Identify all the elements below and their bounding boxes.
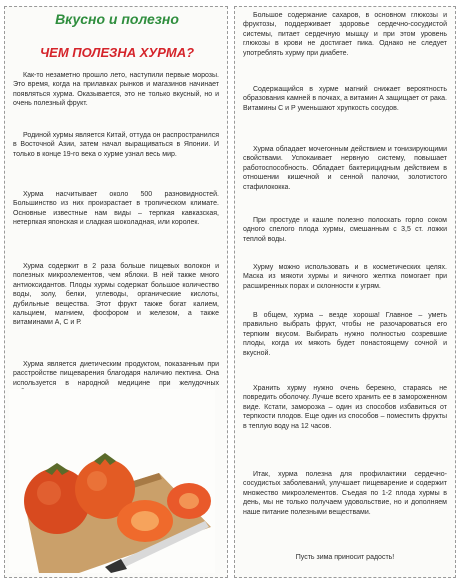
paragraph-diet: Хурма является диетическим продуктом, показанным при расстройстве пищеварения благодаря наличию пектина. Она используется в народной медицине при желудочных <box>13 361 219 387</box>
paragraph-diuretic: Хурма обладает мочегонным действием и тонизирующими свойствами. Успокаивает нервную систему, повышает работоспособность. Обладает бактерицидным действием в отношении кишечной и сенной палочки, золотистого стафилококка. <box>243 146 447 191</box>
paragraph-storage: Хранить хурму нужно очень бережно, стараясь не повредить оболочку. Лучше всего хранить ее в замороженном виде. Кстати, заморозка – один из способов избавиться от терпкости плодов. Еще один из способов – поместить фрукты в теплую воду на 12 часов. <box>243 385 447 430</box>
persimmons-image-icon <box>9 389 215 573</box>
paragraph-summary: Итак, хурма полезна для профилактики сердечно-сосудистых заболеваний, улучшает пищеварение и содержит множество микроэлементов. Съедая по 1-2 плода хурмы в день, мы не только получаем удовольствие, но и дополняем наше питание полезными веществами. <box>243 471 447 516</box>
paragraph-sugars: Большое содержание сахаров, в основном глюкозы и фруктозы, поддерживает здоровье сердечно-сосудистой системы, питает сердечную мышцу и при этом уровень глюкозы в крови не достигает пика. Однако не следует употреблять хурму при диабете. <box>243 12 447 57</box>
paragraph-choosing: В общем, хурма – везде хороша! Главное – уметь правильно выбрать фрукт, чтобы не разочароваться его терпким вкусом. Выбирать нужно полностью созревшие плоды, когда их мякоть будет понастоящему сочной и вкусной. <box>243 312 447 357</box>
paragraph-cold: При простуде и кашле полезно полоскать горло соком одного спелого плода хурмы, смешанным с 3,5 ст. ложки теплой воды. <box>243 217 447 243</box>
article-title: ЧЕМ ПОЛЕЗНА ХУРМА? <box>39 45 195 60</box>
closing-line: Пусть зима приносит радость! <box>295 554 395 561</box>
paragraph-varieties: Хурма насчитывает около 500 разновидностей. Большинство из них произрастает в тропическом климате. Основные известные нам виды – терпкая кавказская, нетерпкая японская и сладкая шоколадная, или королек. <box>13 191 219 227</box>
right-column <box>234 6 456 578</box>
paragraph-origin: Родиной хурмы является Китай, оттуда он распространился в Восточной Азии, затем начал выращиваться в Японии. И только в конце 19-го века о хурме узнал весь мир. <box>13 132 219 158</box>
paragraph-magnesium: Содержащийся в хурме магний снижает вероятность образования камней в почках, а витамин А защищает от рака. Витамины С и Р уменьшают хрупкость сосудов. <box>243 86 447 112</box>
left-column <box>4 6 228 578</box>
paragraph-nutrients: Хурма содержит в 2 раза больше пищевых волокон и полезных микроэлементов, чем яблоки. В ней также много антиоксидантов. Плоды хурмы содержат большое количество воды, золу, белки, углеводы, органические кислоты, дубильные вещества. Этот фрукт также богат калием, кальцием, магнием, фосфором и железом, а также витаминами А, С и Р. <box>13 263 219 327</box>
paragraph-intro: Как-то незаметно прошло лето, наступили первые морозы. Это время, когда на прилавках рынков и магазинов начинает появляться хурма. Оказывается, это не только вкусный, но и очень полезный фрукт. <box>13 72 219 108</box>
rubric-heading: Вкусно и полезно <box>55 11 179 27</box>
paragraph-cosmetic: Хурму можно использовать и в косметических целях. Маска из мякоти хурмы и яичного желтка помогает при расширенных порах и склонности к угрям. <box>243 264 447 290</box>
persimmon-photo <box>9 389 215 573</box>
